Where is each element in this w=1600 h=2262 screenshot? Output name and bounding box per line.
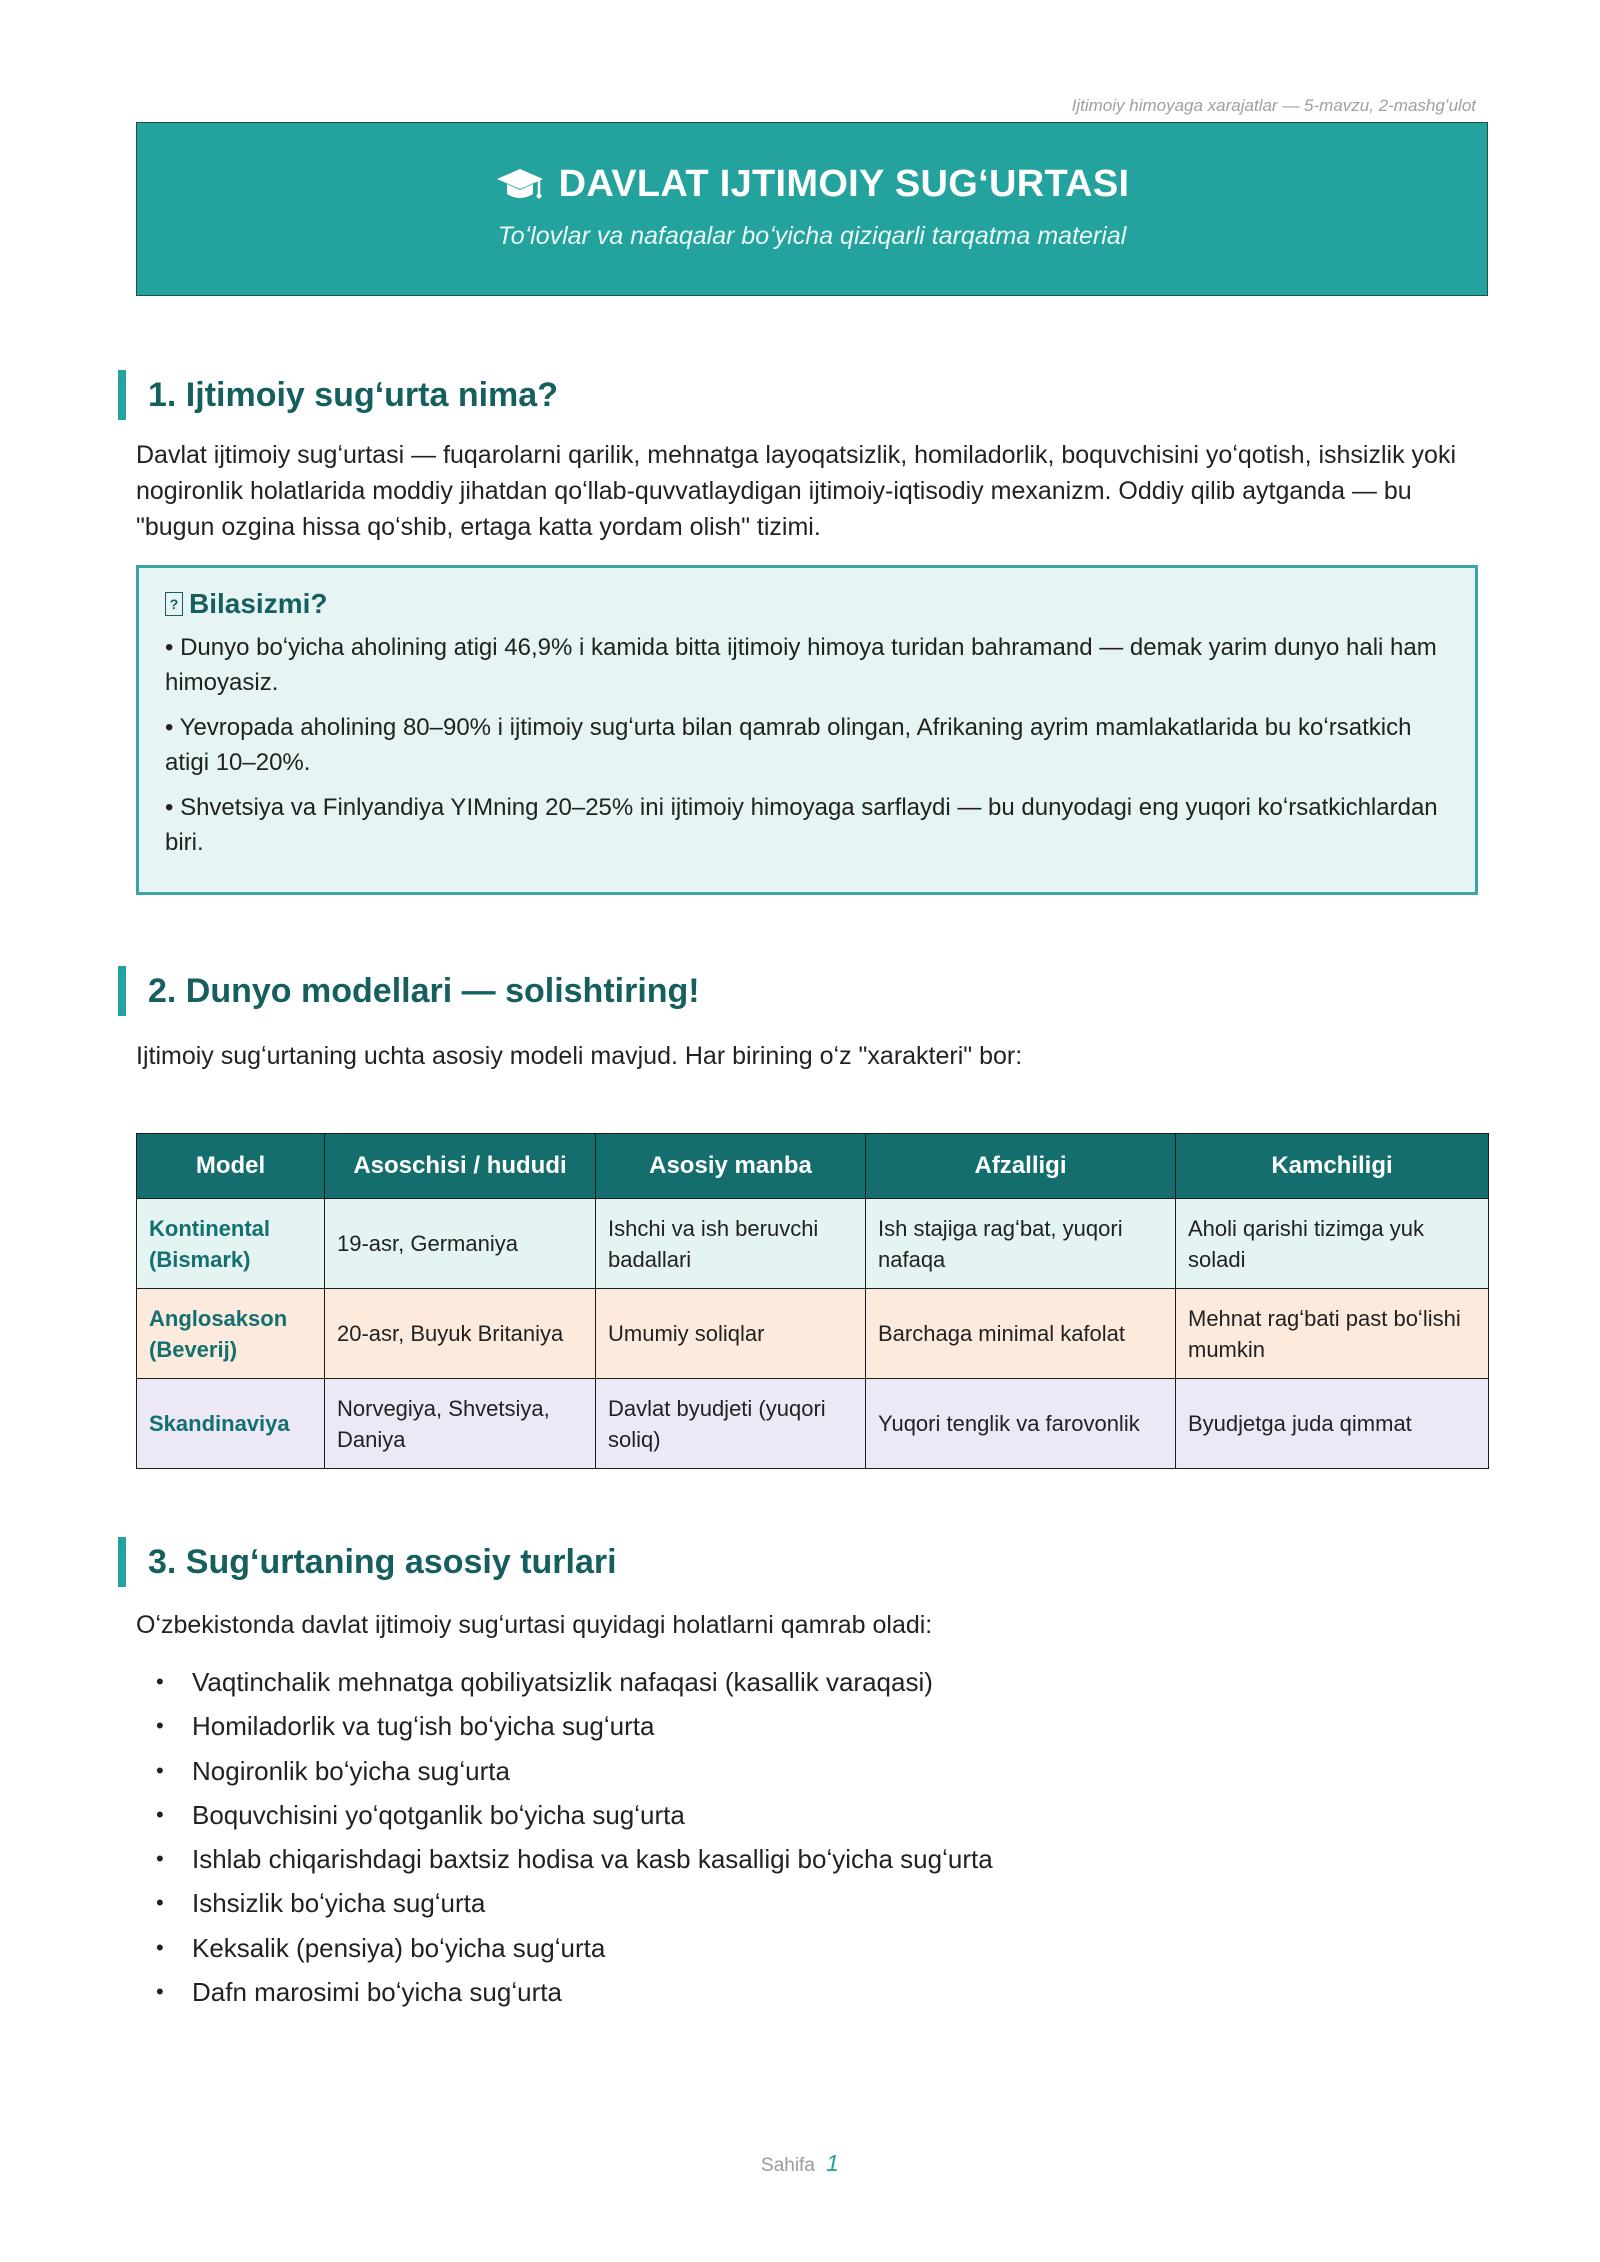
list-item-text: Homiladorlik va tugʻish boʻyicha sugʻurta <box>192 1711 655 1742</box>
table-cell-model: Anglosakson (Beverij) <box>137 1289 325 1379</box>
section-heading-3: 3. Sugʻurtaning asosiy turlari <box>118 1537 617 1587</box>
list-item <box>136 1881 993 1925</box>
table-cell: Davlat byudjeti (yuqori soliq) <box>596 1379 866 1469</box>
table-cell: Umumiy soliqlar <box>596 1289 866 1379</box>
bullet-icon: • <box>156 1846 164 1872</box>
title-banner <box>136 122 1488 296</box>
table-cell-model: Skandinaviya <box>137 1379 325 1469</box>
models-comparison-table <box>136 1133 1489 1469</box>
table-cell-model: Kontinental (Bismark) <box>137 1199 325 1289</box>
list-item <box>136 1704 993 1748</box>
table-cell: Byudjetga juda qimmat <box>1176 1379 1489 1469</box>
info-item: • Shvetsiya va Finlyandiya YIMning 20–25% ini ijtimoiy himoyaga sarflaydi — bu dunyodagi eng yuqori koʻrsatkichlardan biri. <box>165 794 1438 856</box>
page-number: 1 <box>826 2150 839 2176</box>
running-header: Ijtimoiy himoyaga xarajatlar — 5-mavzu, 2-mashgʻulot <box>1071 96 1476 115</box>
list-item-text: Ishsizlik boʻyicha sugʻurta <box>192 1888 486 1919</box>
bullet-icon: • <box>156 1669 164 1694</box>
section-heading-2: 2. Dunyo modellari — solishtiring! <box>118 966 700 1016</box>
table-cell: Ishchi va ish beruvchi badallari <box>596 1199 866 1289</box>
bullet-icon: • <box>156 1979 164 2005</box>
section-heading-1: 1. Ijtimoiy sugʻurta nima? <box>118 370 558 420</box>
bullet-icon: • <box>156 1713 164 1739</box>
column-header: Asoschisi / hududi <box>325 1134 596 1199</box>
insurance-types-list <box>136 1660 993 2014</box>
table-cell: Yuqori tenglik va farovonlik <box>866 1379 1176 1469</box>
table-header-row <box>137 1134 1489 1199</box>
info-box-title-row <box>165 588 1449 620</box>
bullet-icon: • <box>156 1934 164 1960</box>
column-header: Kamchiligi <box>1176 1134 1489 1199</box>
list-item <box>136 1793 993 1837</box>
column-header: Afzalligi <box>866 1134 1176 1199</box>
bullet-icon: • <box>156 1801 164 1827</box>
list-item <box>136 1837 993 1881</box>
list-item <box>136 1749 993 1793</box>
table-cell: Ish stajiga ragʻbat, yuqori nafaqa <box>866 1199 1176 1289</box>
info-box-title: Bilasizmi? <box>189 588 328 619</box>
list-item <box>136 1660 993 1704</box>
list-item-text: Keksalik (pensiya) boʻyicha sugʻurta <box>192 1932 606 1963</box>
table-row <box>137 1379 1489 1469</box>
question-box-icon: ? <box>165 592 183 616</box>
column-header: Model <box>137 1134 325 1199</box>
table-cell: Norvegiya, Shvetsiya, Daniya <box>325 1379 596 1469</box>
list-item-text: Vaqtinchalik mehnatga qobiliyatsizlik nafaqasi (kasallik varaqasi) <box>192 1667 933 1697</box>
info-item: • Yevropada aholining 80–90% i ijtimoiy sugʻurta bilan qamrab olingan, Afrikaning ayrim mamlakatlarida bu koʻrsatkich atigi 10–20%. <box>165 714 1412 776</box>
graduation-cap-icon <box>495 165 545 205</box>
footer-label: Sahifa <box>761 2155 815 2176</box>
page-footer <box>0 2150 1600 2177</box>
bullet-icon: • <box>156 1890 164 1916</box>
list-item-text: Nogironlik boʻyicha sugʻurta <box>192 1755 510 1786</box>
did-you-know-box <box>136 565 1478 895</box>
banner-title-row <box>137 163 1487 206</box>
section-2-text: Ijtimoiy sugʻurtaning uchta asosiy modeli mavjud. Har birining oʻz "xarakteri" bor: <box>136 1042 1023 1070</box>
table-cell: 19-asr, Germaniya <box>325 1199 596 1289</box>
column-header: Asosiy manba <box>596 1134 866 1199</box>
table-row <box>137 1289 1489 1379</box>
bullet-icon: • <box>156 1757 164 1783</box>
section-1-text: Davlat ijtimoiy sugʻurtasi — fuqarolarni qarilik, mehnatga layoqatsizlik, homiladorlik, boquvchisini yoʻqotish, ishsizlik yoki nogironlik holatlarida moddiy jihatdan qoʻllab-quvvatlaydigan ijtimoiy-iqtisodiy mexanizm. Oddiy qilib aytganda — bu "bugun ozgina hissa qoʻshib, ertaga katta yordam olish" tizimi. <box>136 441 1456 541</box>
page-subtitle: Toʻlovlar va nafaqalar boʻyicha qiziqarli tarqatma material <box>497 222 1127 250</box>
table-cell: Mehnat ragʻbati past boʻlishi mumkin <box>1176 1289 1489 1379</box>
section-3-text: Oʻzbekistonda davlat ijtimoiy sugʻurtasi quyidagi holatlarni qamrab oladi: <box>136 1611 933 1639</box>
list-item <box>136 1926 993 1970</box>
page-title: DAVLAT IJTIMOIY SUGʻURTASI <box>558 163 1130 205</box>
list-item-text: Boquvchisini yoʻqotganlik boʻyicha sugʻurta <box>192 1799 685 1830</box>
info-item: • Dunyo boʻyicha aholining atigi 46,9% i kamida bitta ijtimoiy himoya turidan bahramand — demak yarim dunyo hali ham himoyasiz. <box>165 634 1437 696</box>
list-item-text: Ishlab chiqarishdagi baxtsiz hodisa va kasb kasalligi boʻyicha sugʻurta <box>192 1844 993 1875</box>
table-cell: 20-asr, Buyuk Britaniya <box>325 1289 596 1379</box>
list-item-text: Dafn marosimi boʻyicha sugʻurta <box>192 1977 562 2008</box>
table-cell: Barchaga minimal kafolat <box>866 1289 1176 1379</box>
table-row <box>137 1199 1489 1289</box>
list-item <box>136 1970 993 2014</box>
table-cell: Aholi qarishi tizimga yuk soladi <box>1176 1199 1489 1289</box>
